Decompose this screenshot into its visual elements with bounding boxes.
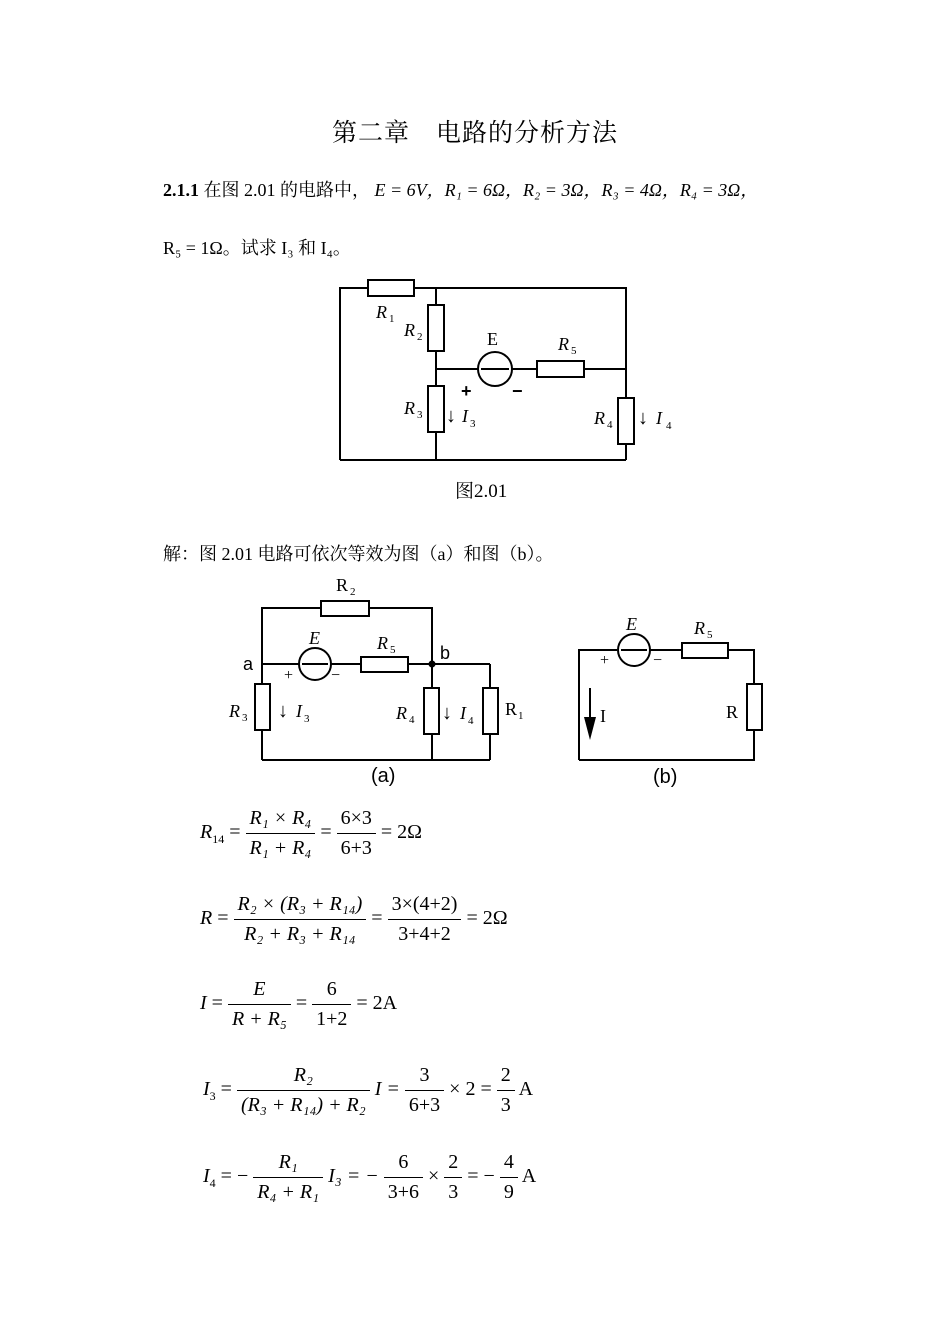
figb-i-label: I	[600, 706, 606, 726]
fig201-i4-label: I	[656, 408, 662, 428]
fig201-r5-sub: 5	[571, 345, 577, 357]
figb-e-label: E	[626, 614, 637, 634]
figa-caption: (a)	[371, 765, 396, 787]
eq4-frac1: $\frac{\text{R₂}}{\text{(R₃ + R₁₄) + R₂}}$	[237, 1064, 370, 1117]
equation-r: R = $\frac{\text{R₂ × (R₃ + R₁₄)}}{\text{R₂ + R₃ + R₁₄}}$ = $\frac{3\times(4+2)}{3+4+2}$ = 2Ω	[200, 893, 508, 945]
eq3-result: = 2A	[356, 992, 398, 1015]
fig201-r4-label: R	[594, 408, 605, 428]
figa-r5-label: R	[377, 633, 388, 653]
eq2-lhs: R	[200, 907, 213, 930]
eq2-frac1: $\frac{\text{R₂ × (R₃ + R₁₄)}}{\text{R₂ + R₃ + R₁₄}}$	[234, 893, 367, 946]
eq5-neg: −	[236, 1165, 249, 1188]
page-title: 第二章 电路的分析方法	[331, 120, 618, 147]
eq2-result: = 2Ω	[466, 907, 508, 930]
figb-plus: +	[600, 652, 610, 669]
eq5-frac4: $\frac{4}{9}$	[500, 1151, 518, 1204]
fig201-i3-arrow: ↓	[446, 405, 456, 427]
eq4-frac3: $\frac{2}{3}$	[497, 1064, 515, 1117]
eq1-frac2: $\frac{6\times 3}{6+3}$	[337, 807, 376, 860]
figb-r-label: R	[726, 702, 739, 722]
figa-minus: −	[331, 667, 341, 684]
fig201-r1-sub: 1	[389, 313, 395, 325]
figures-a-b	[0, 560, 950, 800]
figa-i4-arrow: ↓	[442, 702, 452, 724]
eq3-lhs: I	[200, 992, 207, 1015]
figure-2-01	[0, 0, 950, 520]
eq4-lhs: I	[203, 1078, 210, 1101]
eq4-mid: I =	[374, 1078, 400, 1101]
fig201-i4-sub: 4	[666, 420, 672, 432]
eq5-lhs-sub: 4	[209, 1176, 216, 1191]
eq5-lhs: I	[203, 1165, 210, 1188]
eq5-frac2: $\frac{6}{3+6}$	[384, 1151, 423, 1204]
figa-r3-label: R	[229, 701, 240, 721]
fig201-i3-sub: 3	[470, 418, 476, 430]
eq3-frac1: $\frac{E}{\text{R + R₅}}$	[228, 978, 291, 1031]
figa-r2-label: R	[336, 575, 349, 595]
eq1-lhs-sub: 14	[212, 832, 225, 847]
fig201-r5-label: R	[558, 334, 569, 354]
problem-text-prefix: 在图 2.01 的电路中，	[203, 180, 370, 200]
figa-r5-sub: 5	[390, 644, 396, 656]
equation-i3: $I_3$ = $\frac{\text{R₂}}{\text{(R₃ + R₁₄) + R₂}}$ I = $\frac{3}{6+3}$ × 2 = $\frac{2}{3}$ A	[203, 1064, 534, 1116]
figa-r4-sub: 4	[409, 714, 415, 726]
eq4-unit: A	[518, 1078, 534, 1101]
equation-i4: $I_4$ = − $\frac{\text{R₁}}{\text{R₄ + R₁}}$ I₃ = − $\frac{6}{3+6}$ × $\frac{2}{3}$ = − $\frac{4}{9}$ A	[203, 1151, 537, 1203]
solution-intro: 解：图 2.01 电路可依次等效为图（a）和图（b）。	[163, 544, 554, 564]
eq5-frac3: $\frac{2}{3}$	[444, 1151, 462, 1204]
eq5-unit: A	[521, 1165, 537, 1188]
figb-r5-sub: 5	[707, 629, 713, 641]
fig201-caption: 图2.01	[455, 481, 508, 502]
figb-minus: −	[653, 652, 663, 669]
equation-i: I = $\frac{E}{\text{R + R₅}}$ = $\frac{6}{1+2}$ = 2A	[200, 978, 398, 1030]
fig201-r2-label: R	[404, 320, 415, 340]
figa-plus: +	[284, 667, 294, 684]
figa-r4-label: R	[396, 703, 407, 723]
fig201-r2-sub: 2	[417, 331, 423, 343]
problem-givens-line2: R₅ = 1Ω。试求 I₃ 和 I₄。	[163, 238, 351, 258]
eq5-mid: I₃ = −	[328, 1165, 379, 1188]
figb-r5-label: R	[694, 618, 705, 638]
eq4-mul: × 2 =	[449, 1078, 492, 1101]
equation-r14: $R_{14}$ = $\frac{\text{R₁ × R₄}}{\text{R₁ + R₄}}$ = $\frac{6\times 3}{6+3}$ = 2Ω	[200, 807, 423, 859]
eq5-eq: = −	[467, 1165, 495, 1188]
eq3-frac2: $\frac{6}{1+2}$	[312, 978, 351, 1031]
fig201-i4-arrow: ↓	[638, 407, 648, 429]
figa-i4-sub: 4	[468, 715, 474, 727]
eq4-lhs-sub: 3	[209, 1089, 216, 1104]
fig201-r3-sub: 3	[417, 409, 423, 421]
figa-r1-label: R	[505, 699, 518, 719]
figb-caption: (b)	[653, 766, 678, 788]
figa-i3-label: I	[296, 701, 302, 721]
fig201-i3-label: I	[462, 406, 468, 426]
fig201-r1-label: R	[376, 302, 387, 322]
fig201-plus: +	[461, 381, 472, 401]
fig201-r3-label: R	[404, 398, 415, 418]
problem-givens-line1: E = 6V，R₁ = 6Ω，R₂ = 3Ω，R₃ = 4Ω，R₄ = 3Ω，	[374, 180, 759, 200]
eq1-lhs: R	[200, 821, 213, 844]
figa-i3-sub: 3	[304, 713, 310, 725]
figa-node-b: b	[440, 643, 451, 663]
figa-r1-sub: 1	[518, 710, 524, 722]
figa-i4-label: I	[460, 703, 466, 723]
fig201-r4-sub: 4	[607, 419, 613, 431]
eq1-result: = 2Ω	[380, 821, 423, 844]
figa-r3-sub: 3	[242, 712, 248, 724]
problem-number: 2.1.1	[163, 180, 199, 200]
eq4-frac2: $\frac{3}{6+3}$	[405, 1064, 444, 1117]
eq2-frac2: $\frac{3\times(4+2)}{3+4+2}$	[388, 893, 462, 946]
eq1-frac1: $\frac{\text{R₁ × R₄}}{\text{R₁ + R₄}}$	[246, 807, 316, 860]
eq5-frac1: $\frac{\text{R₁}}{\text{R₄ + R₁}}$	[253, 1151, 323, 1204]
figa-r2-sub: 2	[350, 586, 356, 598]
eq5-mul: ×	[427, 1165, 440, 1188]
figa-e-label: E	[309, 628, 320, 648]
figa-i3-arrow: ↓	[278, 700, 288, 722]
fig201-minus: −	[512, 381, 523, 401]
figa-node-a: a	[243, 654, 254, 674]
fig201-e-label: E	[487, 329, 498, 349]
